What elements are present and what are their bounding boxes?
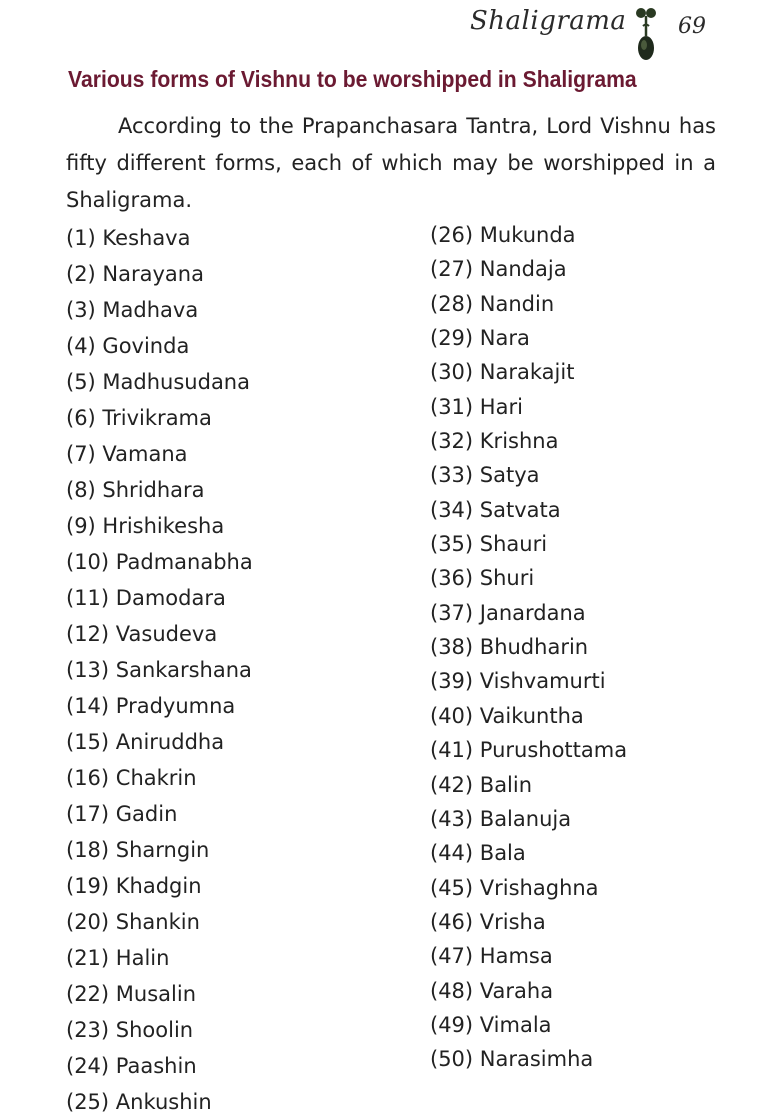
form-list-item: (12) Vasudeva [66, 622, 218, 646]
form-list-item: (20) Shankin [66, 910, 200, 934]
section-heading: Various forms of Vishnu to be worshipped in Shaligrama [68, 66, 637, 92]
form-list-item: (44) Bala [430, 841, 526, 866]
form-list-item: (40) Vaikuntha [430, 703, 584, 728]
form-list-item: (23) Shoolin [66, 1018, 194, 1042]
form-list-item: (38) Bhudharin [430, 635, 589, 660]
form-list-item: (32) Krishna [430, 429, 559, 454]
form-list-item: (2) Narayana [66, 262, 204, 286]
form-list-item: (35) Shauri [430, 532, 548, 557]
form-list-item: (1) Keshava [66, 226, 191, 250]
form-list-item: (47) Hamsa [430, 944, 553, 969]
form-list-item: (25) Ankushin [66, 1090, 212, 1114]
form-list-item: (10) Padmanabha [66, 550, 253, 574]
form-list-item: (36) Shuri [430, 566, 535, 591]
form-list-item: (19) Khadgin [66, 874, 202, 898]
forms-list-right [430, 218, 627, 1077]
form-list-item: (11) Damodara [66, 586, 226, 610]
form-list-item: (49) Vimala [430, 1012, 552, 1037]
forms-list-left [66, 220, 253, 1120]
form-list-item: (29) Nara [430, 326, 530, 351]
form-list-item: (13) Sankarshana [66, 658, 252, 682]
form-list-item: (27) Nandaja [430, 257, 567, 282]
form-list-item: (21) Halin [66, 946, 170, 970]
form-list-item: (42) Balin [430, 772, 533, 797]
running-title: Shaligrama [470, 6, 627, 36]
form-list-item: (22) Musalin [66, 982, 196, 1006]
form-list-item: (34) Satvata [430, 497, 561, 522]
form-list-item: (14) Pradyumna [66, 694, 236, 718]
form-list-item: (6) Trivikrama [66, 406, 212, 430]
running-header [470, 6, 750, 62]
form-list-item: (41) Purushottama [430, 738, 628, 763]
form-list-item: (26) Mukunda [430, 223, 576, 247]
form-list-item: (43) Balanuja [430, 806, 572, 831]
form-list-item: (4) Govinda [66, 334, 190, 358]
form-list-item: (37) Janardana [430, 600, 586, 625]
form-list-item: (30) Narakajit [430, 360, 575, 385]
form-list-item: (39) Vishvamurti [430, 669, 606, 694]
form-list-item: (3) Madhava [66, 298, 199, 322]
form-list-item: (16) Chakrin [66, 766, 197, 790]
page-number: 69 [678, 14, 706, 39]
form-list-item: (46) Vrisha [430, 909, 546, 934]
form-list-item: (31) Hari [430, 394, 523, 419]
form-list-item: (24) Paashin [66, 1054, 197, 1078]
form-list-item: (9) Hrishikesha [66, 514, 225, 538]
form-list-item: (5) Madhusudana [66, 370, 250, 394]
form-list-item: (7) Vamana [66, 442, 188, 466]
form-list-item: (15) Aniruddha [66, 730, 225, 754]
form-list-item: (8) Shridhara [66, 478, 205, 502]
shaligrama-stone-icon [634, 6, 658, 62]
form-list-item: (28) Nandin [430, 291, 555, 316]
form-list-item: (18) Sharngin [66, 838, 210, 862]
form-list-item: (45) Vrishaghna [430, 875, 599, 900]
intro-paragraph: According to the Prapanchasara Tantra, Lord Vishnu has fifty different forms, each of which may be worshipped in a Shaligrama. [66, 114, 716, 212]
form-list-item: (33) Satya [430, 463, 540, 488]
form-list-item: (50) Narasimha [430, 1047, 594, 1072]
form-list-item: (17) Gadin [66, 802, 178, 826]
form-list-item: (48) Varaha [430, 978, 554, 1003]
